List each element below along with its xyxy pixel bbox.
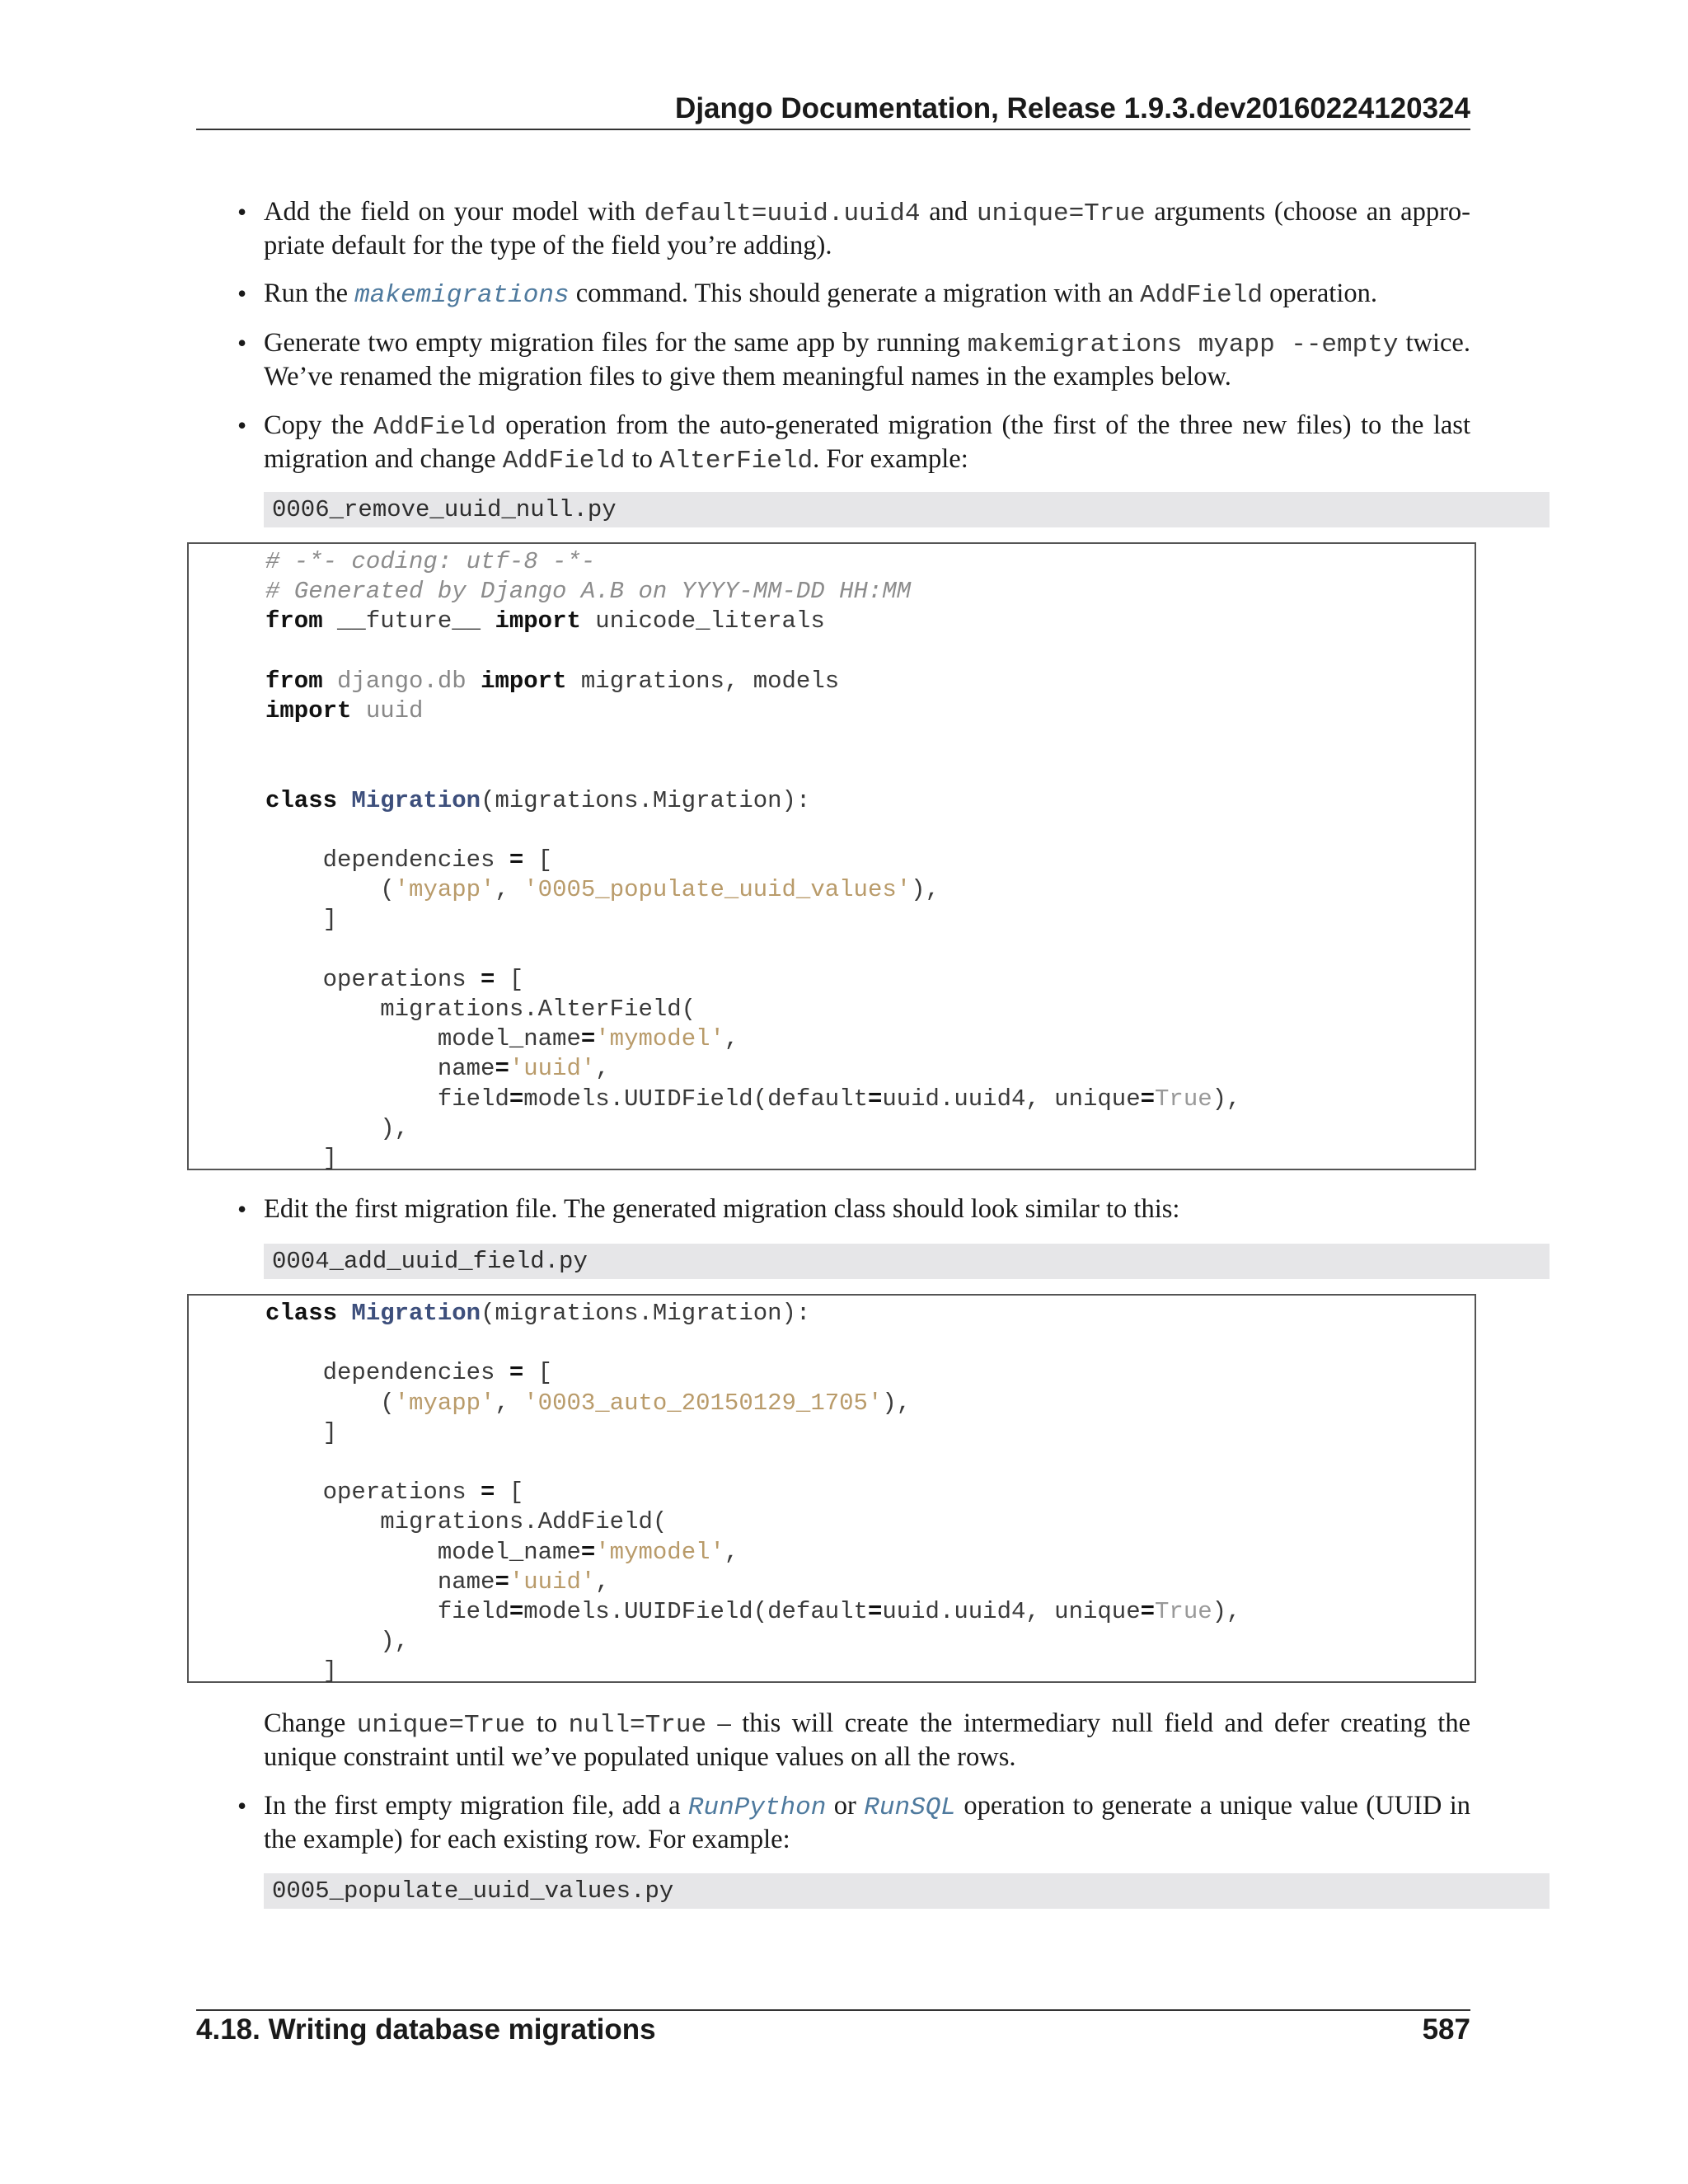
text: to <box>625 444 660 474</box>
text: and <box>920 197 977 227</box>
text: Edit the first migration file. The generated migration class should look similar to this: <box>264 1194 1180 1224</box>
bullet-marker: • <box>237 410 247 440</box>
header-rule <box>196 129 1470 130</box>
inline-code: AlterField <box>659 447 814 476</box>
text: arguments (choose an appro-priate default for the type of the field you’re adding). <box>264 197 1470 260</box>
runsql-link[interactable]: RunSQL <box>864 1793 956 1822</box>
footer-section-title: 4.18. Writing database migrations <box>196 2013 656 2046</box>
code-listing: class Migration(migrations.Migration): dependencies = [ ('myapp', '0003_auto_20150129_1705'), ] operations = [ migrations.AddField( model_name='mymodel', name='uuid', field=models.UUIDField(default=uuid.uuid4, unique=True), ), ] <box>265 1300 1241 1685</box>
text: – this will create the intermediary null field and defer creating the unique constraint until we’ve populated unique values on all the rows. <box>264 1708 1471 1772</box>
bullet-copy-addfield <box>237 410 1470 477</box>
bullet-marker: • <box>237 279 247 308</box>
inline-code: AddField <box>373 413 496 442</box>
text: Change <box>264 1708 357 1738</box>
code-filename-0005: 0005_populate_uuid_values.py <box>264 1873 1550 1909</box>
footer-rule <box>196 2009 1470 2011</box>
text: twice. We’ve renamed the migration files to give them meaningful names in the examples below. <box>264 328 1470 391</box>
running-header: Django Documentation, Release 1.9.3.dev20160224120324 <box>675 92 1470 124</box>
code-listing: # -*- coding: utf-8 -*- # Generated by Django A.B on YYYY-MM-DD HH:MM from __future__ import unicode_literals from django.db import migrations, models import uuid class Migration(migrations.Migration): dependencies = [ ('myapp', '0005_populate_uuid_values'), ] operations = [ migrations.AlterField( model_name='mymodel', name='uuid', field=models.UUIDField(default=uuid.uuid4, unique=True), ), ] <box>265 548 1241 1173</box>
bullet-add-field <box>237 196 1470 262</box>
text: operation to generate a unique value (UUID in the example) for each existing row. For example: <box>264 1791 1470 1854</box>
makemigrations-link[interactable]: makemigrations <box>354 281 570 310</box>
text: Add the field on your model with <box>264 197 645 227</box>
code-block-0004 <box>187 1294 1476 1683</box>
inline-code: AddField <box>1140 281 1263 310</box>
text: operation from the auto-generated migration (the first of the three new files) to the last migration and change <box>264 410 1470 474</box>
runpython-link[interactable]: RunPython <box>687 1793 827 1822</box>
bullet-run-makemigrations <box>237 278 1470 312</box>
code-filename-0004: 0004_add_uuid_field.py <box>264 1244 1550 1279</box>
bullet-generate-empty <box>237 327 1470 393</box>
bullet-first-empty <box>237 1790 1470 1856</box>
inline-code: default=uuid.uuid4 <box>644 199 921 228</box>
page-number: 587 <box>1422 2013 1470 2046</box>
inline-code: unique=True <box>356 1711 526 1740</box>
bullet-marker: • <box>237 1194 247 1224</box>
text: Copy the <box>264 410 373 440</box>
bullet-marker: • <box>237 1791 247 1821</box>
inline-code: AddField <box>502 447 626 476</box>
inline-code: unique=True <box>976 199 1146 228</box>
inline-code: null=True <box>568 1711 707 1740</box>
text: Run the <box>264 279 355 308</box>
bullet-marker: • <box>237 197 247 227</box>
text: or <box>826 1791 865 1821</box>
bullet-edit-first <box>237 1193 1470 1226</box>
inline-code: makemigrations myapp --empty <box>967 330 1399 359</box>
text: command. This should generate a migration with an <box>569 279 1141 308</box>
bullet-marker: • <box>237 328 247 358</box>
code-filename-0006: 0006_remove_uuid_null.py <box>264 492 1550 527</box>
text: to <box>525 1708 569 1738</box>
paragraph-change-unique <box>264 1708 1470 1774</box>
text: . For example: <box>813 444 968 474</box>
text: In the first empty migration file, add a <box>264 1791 688 1821</box>
text: operation. <box>1263 279 1377 308</box>
text: Generate two empty migration files for the same app by running <box>264 328 968 358</box>
code-block-0006 <box>187 542 1476 1173</box>
